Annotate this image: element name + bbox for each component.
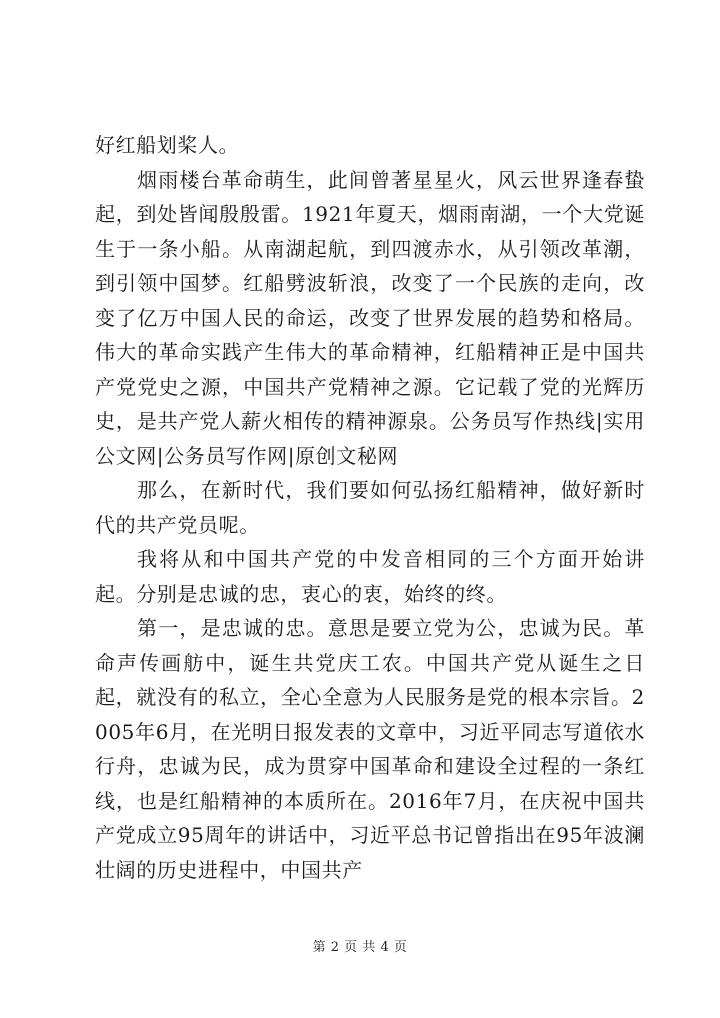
paragraph-red-boat-history: 烟雨楼台革命萌生，此间曾著星星火，风云世界逢春蛰起，到处皆闻殷殷雷。1921年夏天，烟雨南湖，一个大党诞生于一条小船。从南湖起航，到四渡赤水，从引领改革潮，到引领中国梦。红船劈波斩浪，改变了一个民族的走向，改变了亿万中国人民的命运，改变了世界发展的趋势和格局。伟大的革命实践产生伟大的革命精神，红船精神正是中国共产党党史之源，中国共产党精神之源。它记载了党的光辉历史，是共产党人薪火相传的精神源泉。公务员写作热线|实用公文网|公务员写作网|原创文秘网 xyxy=(95,167,645,468)
paragraph-continuation: 好红船划桨人。 xyxy=(95,133,240,157)
body-text xyxy=(95,128,645,887)
paragraph-three-aspects: 我将从和中国共产党的中发音相同的三个方面开始讲起。分别是忠诚的忠，衷心的衷，始终的终。 xyxy=(95,547,645,606)
page-footer: 第 2 页 共 4 页 xyxy=(312,940,408,955)
paragraph-loyalty: 第一，是忠诚的忠。意思是要立党为公，忠诚为民。革命声传画舫中，诞生共党庆工农。中国共产党从诞生之日起，就没有的私立，全心全意为人民服务是党的根本宗旨。2005年6月，在光明日报发表的文章中，习近平同志写道依水行舟，忠诚为民，成为贯穿中国革命和建设全过程的一条红线，也是红船精神的本质所在。2016年7月，在庆祝中国共产党成立95周年的讲话中，习近平总书记曾指出在95年波澜壮阔的历史进程中，中国共产 xyxy=(95,616,645,882)
paragraph-question: 那么，在新时代，我们要如何弘扬红船精神，做好新时代的共产党员呢。 xyxy=(95,478,645,537)
